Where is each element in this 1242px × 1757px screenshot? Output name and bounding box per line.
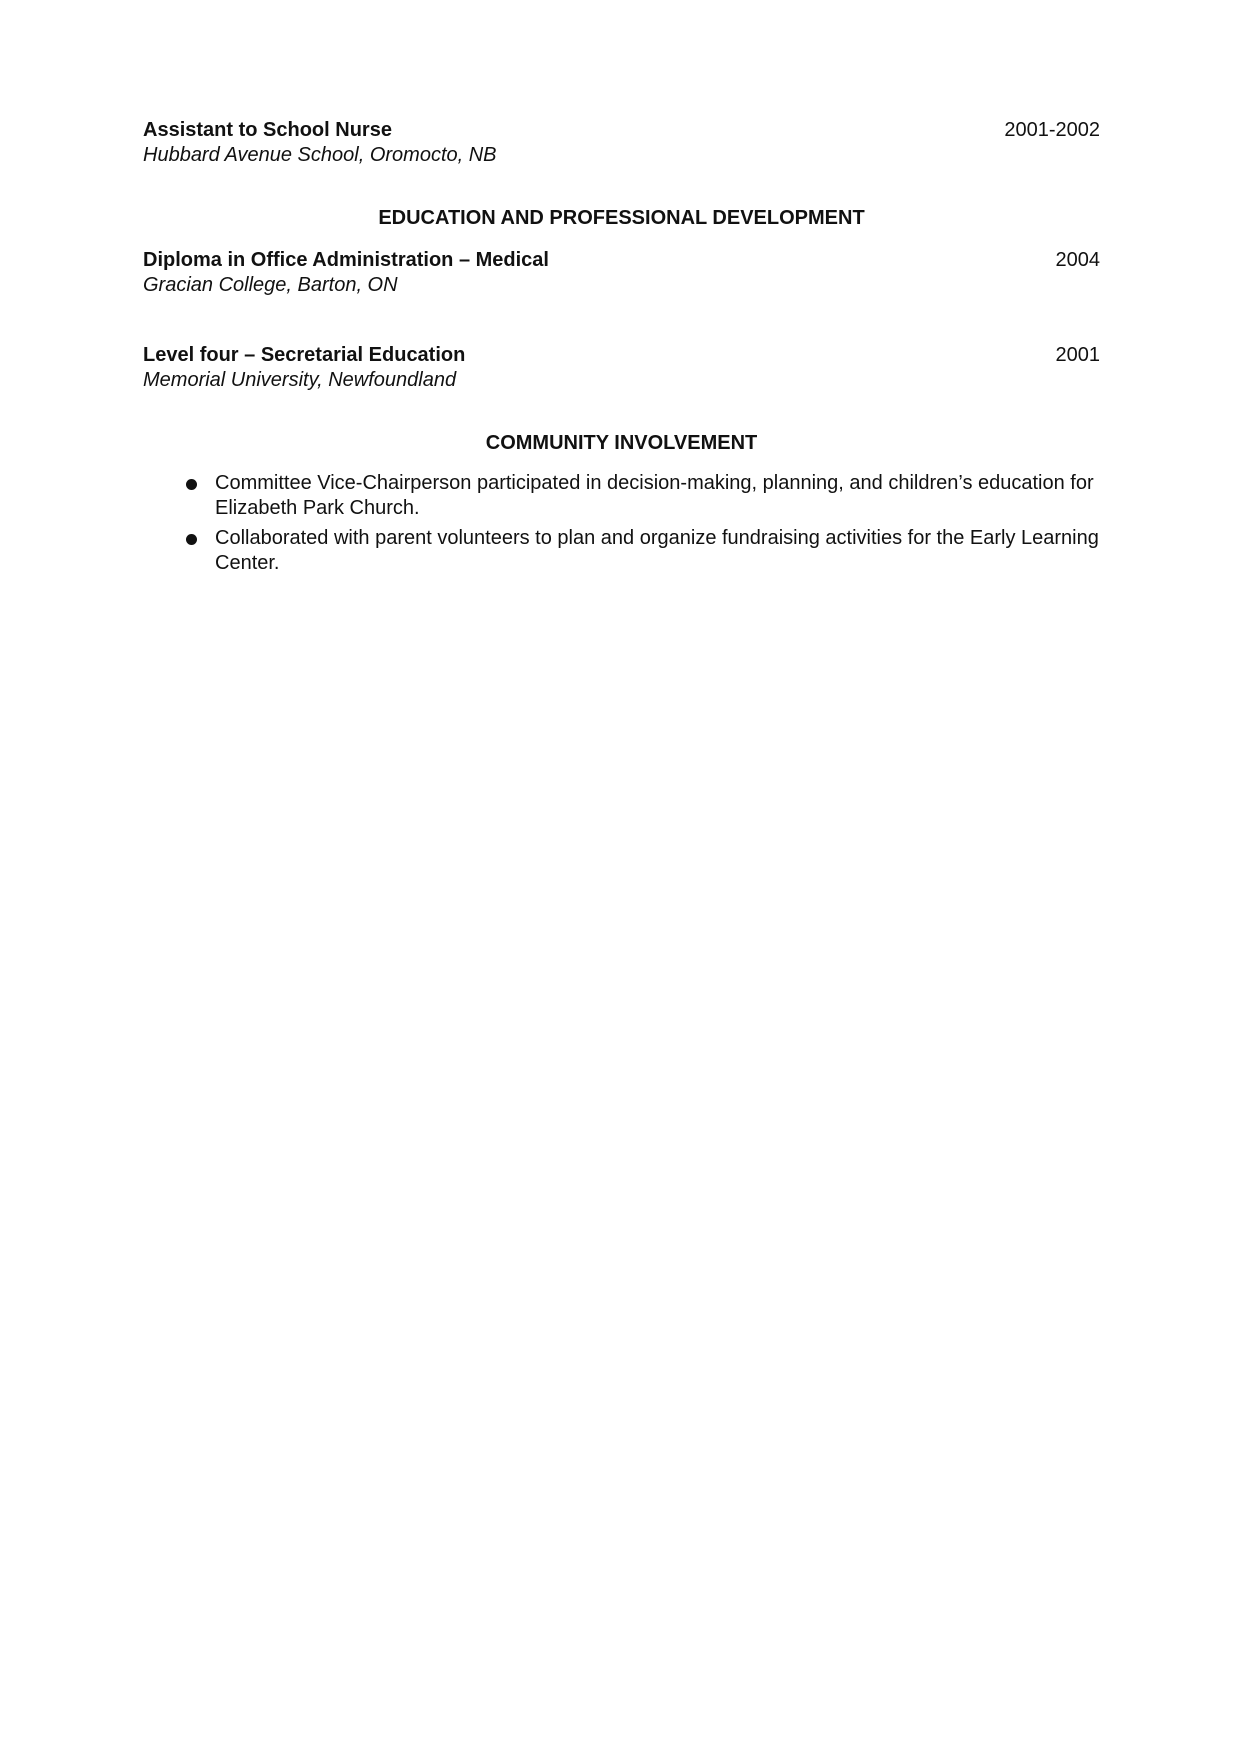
list-item-text: Collaborated with parent volunteers to plan and organize fundraising activities for the Early Learning Center. (215, 527, 1099, 574)
education-section-heading: EDUCATION AND PROFESSIONAL DEVELOPMENT (378, 207, 865, 229)
education-entry (143, 248, 1100, 298)
education-entry (143, 343, 1100, 393)
experience-entry-date: 2001-2002 (1004, 119, 1100, 141)
bullet-icon (186, 534, 197, 545)
experience-entry (143, 118, 1100, 168)
education-entry-date: 2001 (1055, 344, 1100, 366)
education-entry-title: Level four – Secretarial Education (143, 344, 466, 366)
resume-content (143, 118, 1100, 581)
education-entry-header (143, 248, 1100, 273)
list-item-text: Committee Vice-Chairperson participated in decision-making, planning, and children’s education for Elizabeth Park Church. (215, 472, 1094, 519)
community-list (143, 471, 1100, 576)
education-entry-institution: Memorial University, Newfoundland (143, 369, 457, 391)
experience-entry-header (143, 118, 1100, 143)
list-item (215, 471, 1100, 521)
experience-entry-location: Hubbard Avenue School, Oromocto, NB (143, 144, 497, 166)
experience-entry-title: Assistant to School Nurse (143, 119, 392, 141)
education-entry-title: Diploma in Office Administration – Medical (143, 249, 549, 271)
education-entry-header (143, 343, 1100, 368)
bullet-icon (186, 479, 197, 490)
community-section-heading: COMMUNITY INVOLVEMENT (485, 432, 758, 454)
list-item (215, 526, 1100, 576)
education-entry-date: 2004 (1055, 249, 1100, 271)
education-entry-institution: Gracian College, Barton, ON (143, 274, 398, 296)
